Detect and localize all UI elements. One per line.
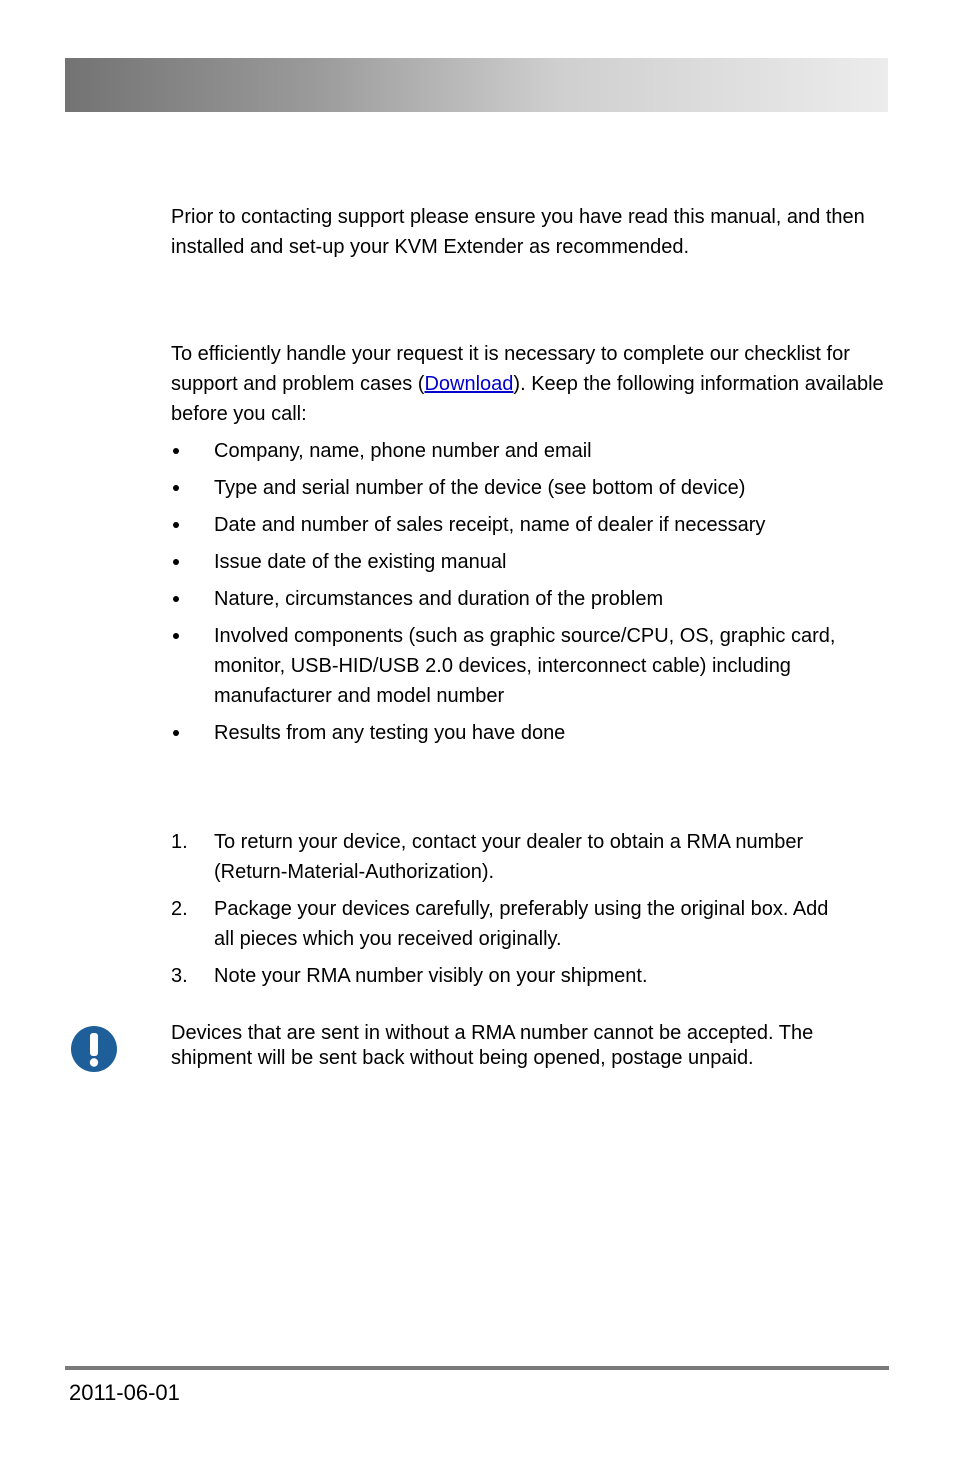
bullet-icon <box>173 596 179 602</box>
list-item: Type and serial number of the device (see bottom of device) <box>171 473 891 503</box>
step-number: 3. <box>171 965 188 987</box>
checklist-text-before: To efficiently handle your request it is necessary to complete our checklist for support and problem cases ( <box>171 343 850 395</box>
list-item: Issue date of the existing manual <box>171 547 891 577</box>
step-item: 1. To return your device, contact your dealer to obtain a RMA number (Return-Material-Authorization). <box>171 827 891 887</box>
list-item: Nature, circumstances and duration of the problem <box>171 584 891 614</box>
bullet-icon <box>173 522 179 528</box>
bullet-icon <box>173 485 179 491</box>
step-number: 2. <box>171 898 188 920</box>
step-item: 3. Note your RMA number visibly on your shipment. <box>171 961 891 991</box>
bullet-icon <box>173 448 179 454</box>
exclamation-icon <box>70 1025 118 1073</box>
header-bar <box>65 58 888 112</box>
checklist-paragraph <box>171 339 891 429</box>
bullet-icon <box>173 559 179 565</box>
list-item: Involved components (such as graphic source/CPU, OS, graphic card, monitor, USB-HID/USB 2.0 devices, interconnect cable) including manufacturer and model number <box>171 621 891 711</box>
checklist-text-after: ). Keep the following information available before you call: <box>171 373 884 425</box>
step-number: 1. <box>171 831 188 853</box>
bullet-icon <box>173 730 179 736</box>
list-item: Company, name, phone number and email <box>171 436 891 466</box>
bullet-icon <box>173 633 179 639</box>
list-item: Date and number of sales receipt, name of dealer if necessary <box>171 510 891 540</box>
intro-paragraph: Prior to contacting support please ensure you have read this manual, and then installed and set-up your KVM Extender as recommended. <box>171 206 865 258</box>
return-steps <box>171 827 891 998</box>
download-link[interactable]: Download <box>424 373 514 395</box>
list-item: Results from any testing you have done <box>171 718 891 748</box>
note-text: Devices that are sent in without a RMA number cannot be accepted. The shipment will be sent back without being opened, postage unpaid. <box>171 1022 814 1069</box>
checklist-items <box>171 436 891 755</box>
footer-date: 2011-06-01 <box>69 1380 180 1405</box>
step-item: 2. Package your devices carefully, preferably using the original box. Add all pieces which you received originally. <box>171 894 891 954</box>
footer-divider <box>65 1366 889 1370</box>
